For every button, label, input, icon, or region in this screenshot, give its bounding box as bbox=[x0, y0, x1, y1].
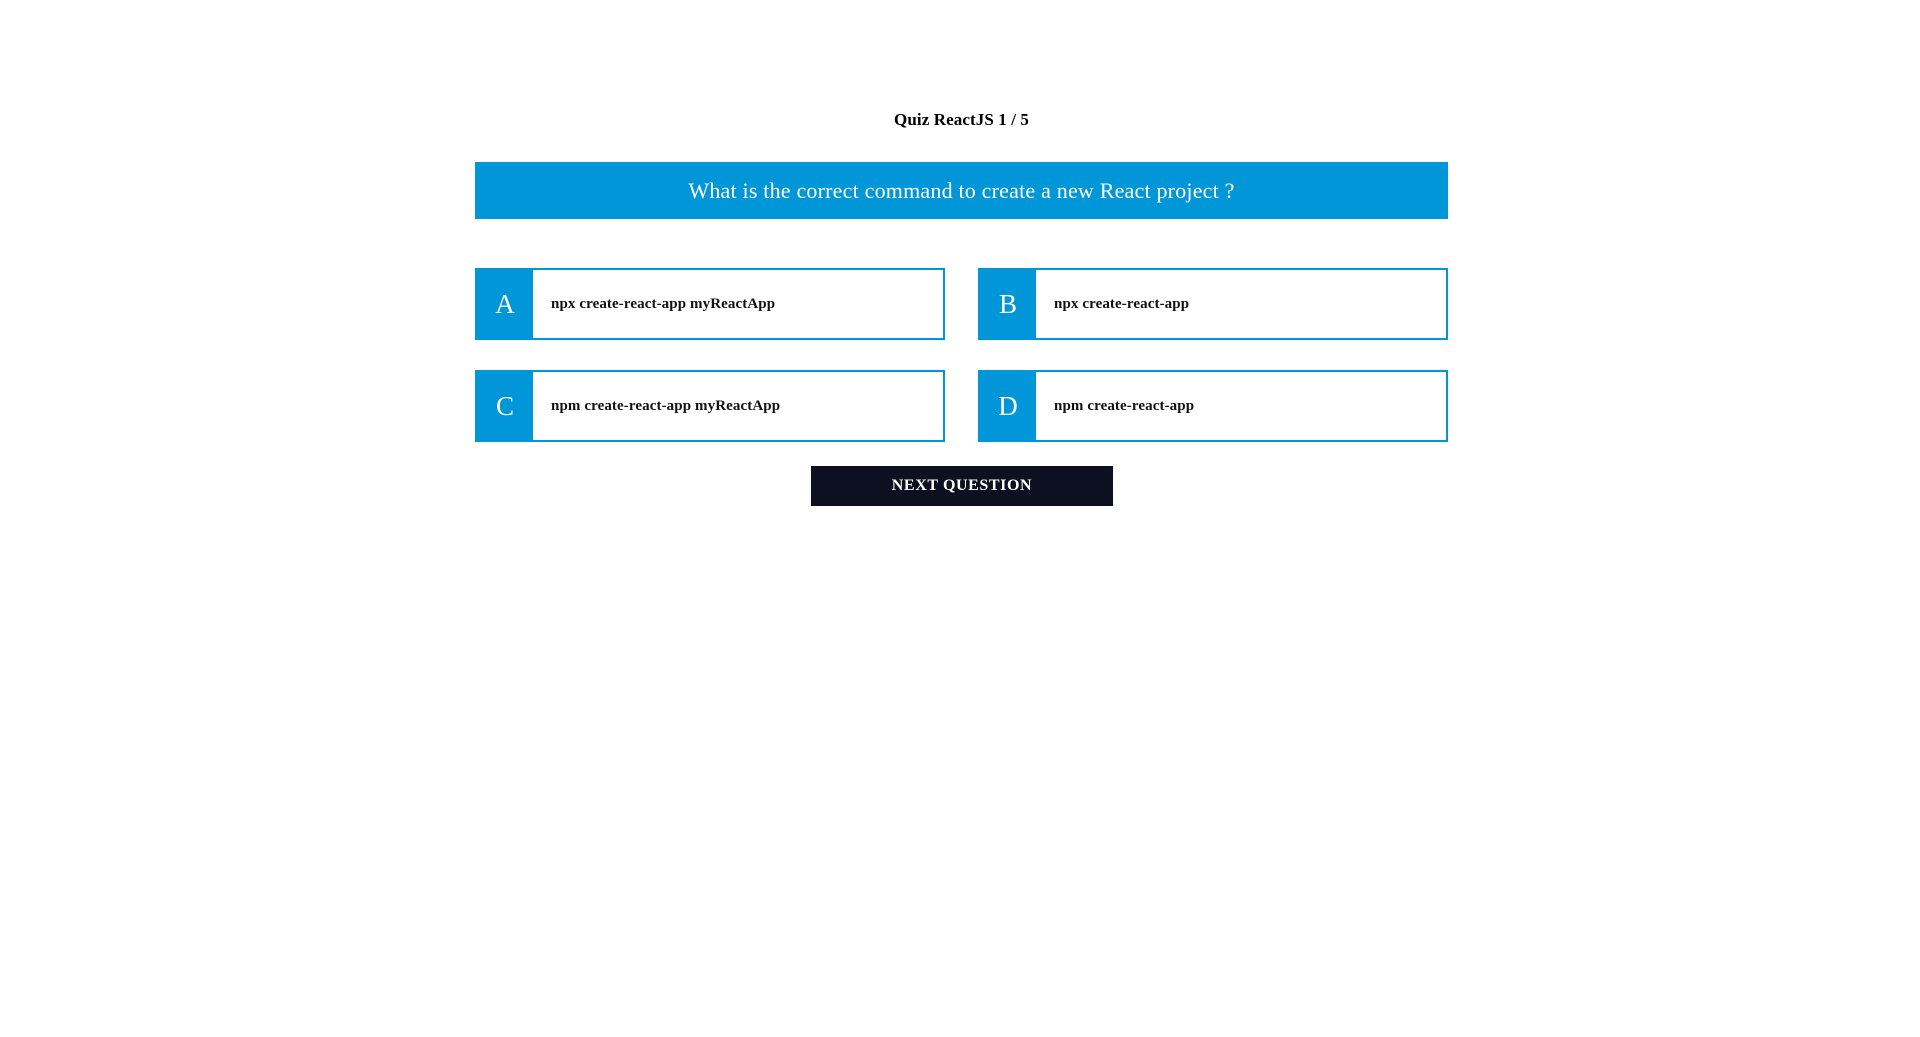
answer-letter-badge-a: A bbox=[477, 270, 533, 338]
answer-option-a[interactable] bbox=[475, 268, 945, 340]
answer-label-d: npm create-react-app bbox=[1054, 398, 1195, 414]
answer-label-c: npm create-react-app myReactApp bbox=[551, 398, 781, 414]
answer-option-c[interactable] bbox=[475, 370, 945, 442]
answer-letter-badge-b: B bbox=[980, 270, 1036, 338]
answer-letter-badge-c: C bbox=[477, 372, 533, 440]
answer-letter-badge-d: D bbox=[980, 372, 1036, 440]
answer-body-b[interactable] bbox=[1036, 270, 1446, 338]
question-text: What is the correct command to create a new React project ? bbox=[688, 177, 1235, 203]
next-button-row bbox=[475, 466, 1448, 506]
answer-label-b: npx create-react-app bbox=[1054, 296, 1190, 312]
answer-body-a[interactable] bbox=[533, 270, 943, 338]
answer-option-b[interactable] bbox=[978, 268, 1448, 340]
answer-body-d[interactable] bbox=[1036, 372, 1446, 440]
answer-label-a: npx create-react-app myReactApp bbox=[551, 296, 776, 312]
page-title: Quiz ReactJS 1 / 5 bbox=[894, 110, 1029, 129]
answer-options-grid bbox=[475, 268, 1448, 442]
question-banner bbox=[475, 162, 1448, 219]
answer-body-c[interactable] bbox=[533, 372, 943, 440]
answer-option-d[interactable] bbox=[978, 370, 1448, 442]
next-question-button[interactable]: NEXT QUESTION bbox=[811, 466, 1113, 506]
quiz-container bbox=[475, 0, 1448, 506]
